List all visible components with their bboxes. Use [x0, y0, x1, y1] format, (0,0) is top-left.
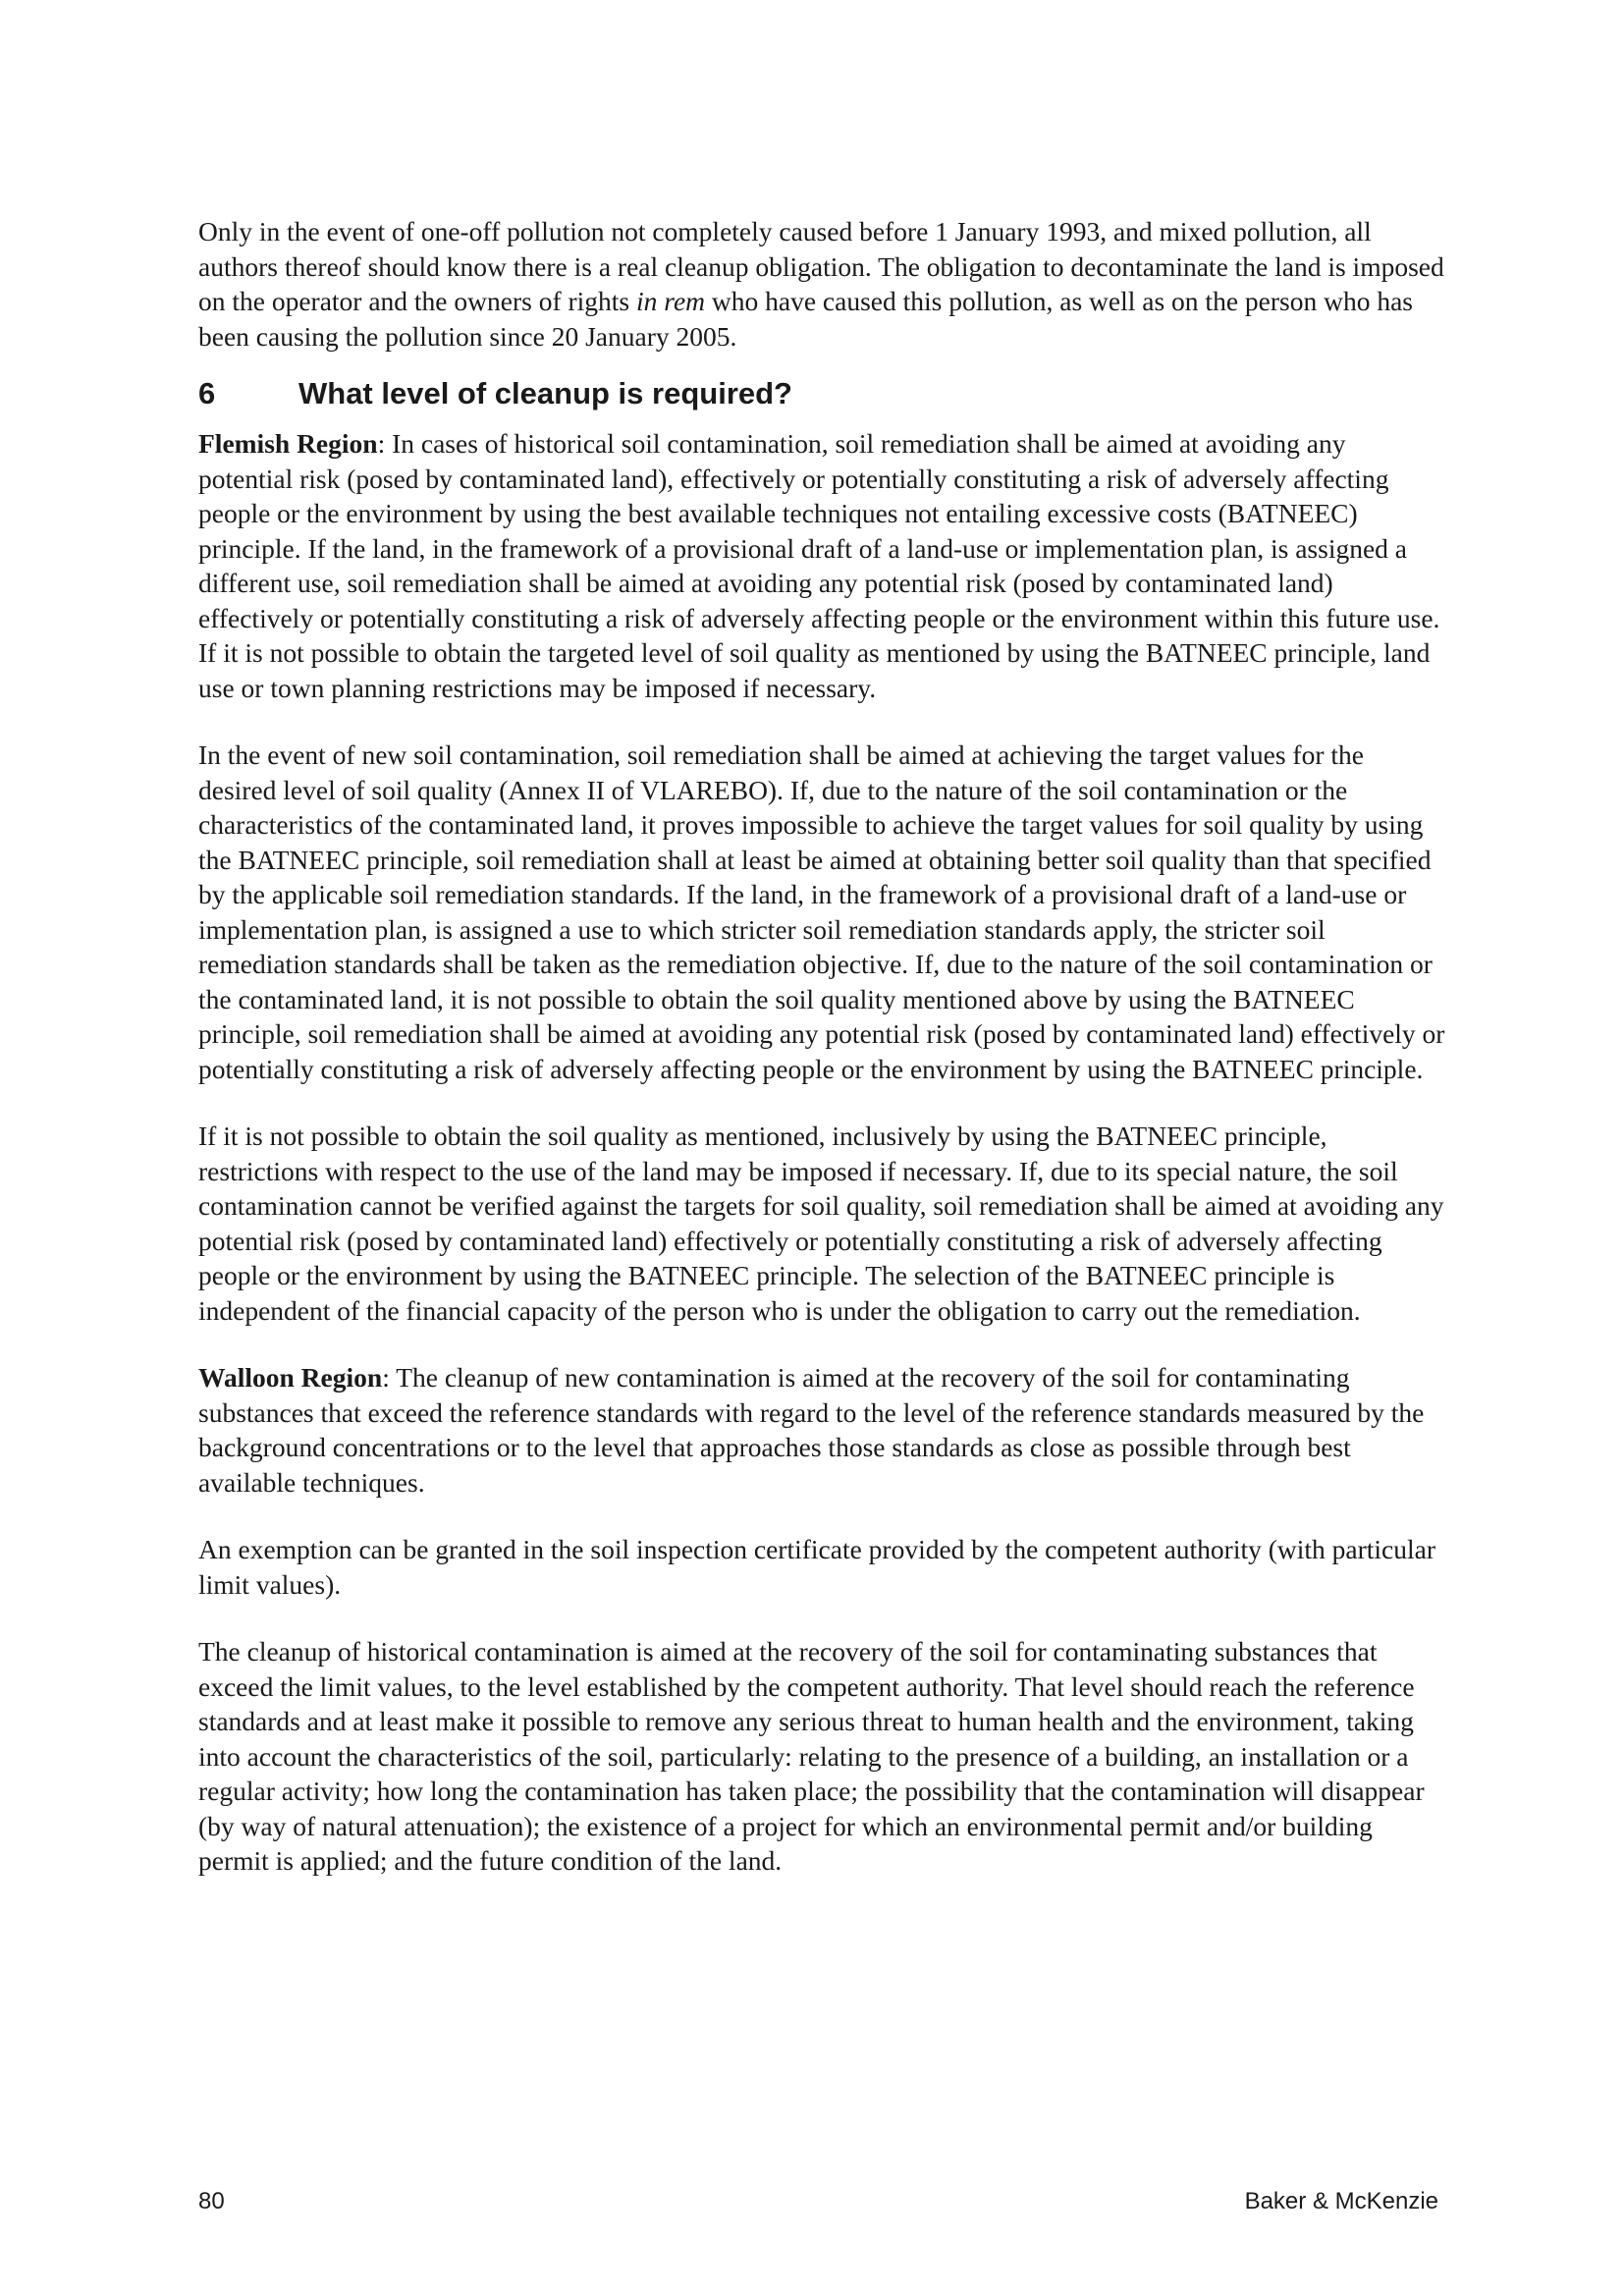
section-title: What level of cleanup is required?	[298, 376, 792, 410]
walloon-paragraph-1-text: : The cleanup of new contamination is aimed at the recovery of the soil for contaminating substances that exceed the reference standards with regard to the level of the reference standards measured by the background concentrations or to the level that approaches those standards as close as possible through best available techniques.	[198, 1362, 1425, 1498]
flemish-paragraph-2: In the event of new soil contamination, soil remediation shall be aimed at achieving the target values for the desired level of soil quality (Annex II of VLAREBO). If, due to the nature of the soil contamination or the characteristics of the contaminated land, it proves impossible to achieve the target values for soil quality by using the BATNEEC principle, soil remediation shall at least be aimed at obtaining better soil quality than that specified by the applicable soil remediation standards. If the land, in the framework of a provisional draft of a land-use or implementation plan, is assigned a use to which stricter soil remediation standards apply, the stricter soil remediation standards shall be taken as the remediation objective. If, due to the nature of the soil contamination or the contaminated land, it is not possible to obtain the soil quality mentioned above by using the BATNEEC principle, soil remediation shall be aimed at avoiding any potential risk (posed by contaminated land) effectively or potentially constituting a risk of adversely affecting people or the environment by using the BATNEEC principle.	[198, 739, 1445, 1084]
walloon-paragraph-1	[198, 1360, 1445, 1500]
intro-paragraph	[198, 214, 1445, 354]
flemish-paragraph-1-text: : In cases of historical soil contamination, soil remediation shall be aimed at avoiding any potential risk (posed by contaminated land), effectively or potentially constituting a risk of adversely affecting people or the environment by using the best available techniques not entailing excessive costs (BATNEEC) principle. If the land, in the framework of a provisional draft of a land-use or implementation plan, is assigned a different use, soil remediation shall be aimed at avoiding any potential risk (posed by contaminated land) effectively or potentially constituting a risk of adversely affecting people or the environment within this future use. If it is not possible to obtain the targeted level of soil quality as mentioned by using the BATNEEC principle, land use or town planning restrictions may be imposed if necessary.	[198, 428, 1440, 703]
flemish-paragraph-1	[198, 426, 1445, 705]
walloon-paragraph-3: The cleanup of historical contamination is aimed at the recovery of the soil for contaminating substances that exceed the limit values, to the level established by the competent authority. That level should reach the reference standards and at least make it possible to remove any serious threat to human health and the environment, taking into account the characteristics of the soil, particularly: relating to the presence of a building, an installation or a regular activity; how long the contamination has taken place; the possibility that the contamination will disappear (by way of natural attenuation); the existence of a project for which an environmental permit and/or building permit is applied; and the future condition of the land.	[198, 1636, 1425, 1876]
intro-italic-term: in rem	[636, 286, 706, 316]
page-footer	[198, 2187, 1438, 2216]
section-number: 6	[198, 376, 216, 410]
flemish-region-label: Flemish Region	[198, 428, 378, 459]
section-heading	[198, 375, 1445, 412]
intro-text-after: who have caused this pollution, as well as on the person who has been causing the pollution since 20 January 2005.	[198, 286, 1413, 352]
firm-name: Baker & McKenzie	[1244, 2188, 1438, 2214]
flemish-paragraph-3: If it is not possible to obtain the soil quality as mentioned, inclusively by using the BATNEEC principle, restrictions with respect to the use of the land may be imposed if necessary. If, due to its special nature, the soil contamination cannot be verified against the targets for soil quality, soil remediation shall be aimed at avoiding any potential risk (posed by contaminated land) effectively or potentially constituting a risk of adversely affecting people or the environment by using the BATNEEC principle. The selection of the BATNEEC principle is independent of the financial capacity of the person who is under the obligation to carry out the remediation.	[198, 1121, 1444, 1326]
walloon-paragraph-2: An exemption can be granted in the soil inspection certificate provided by the competent authority (with particular limit values).	[198, 1534, 1436, 1600]
intro-text-before: Only in the event of one-off pollution not completely caused before 1 January 1993, and mixed pollution, all authors thereof should know there is a real cleanup obligation. The obligation to decontaminate the land is imposed on the operator and the owners of rights	[198, 216, 1444, 316]
page-number: 80	[198, 2188, 225, 2214]
walloon-region-label: Walloon Region	[198, 1362, 383, 1393]
page-content	[198, 214, 1445, 1879]
